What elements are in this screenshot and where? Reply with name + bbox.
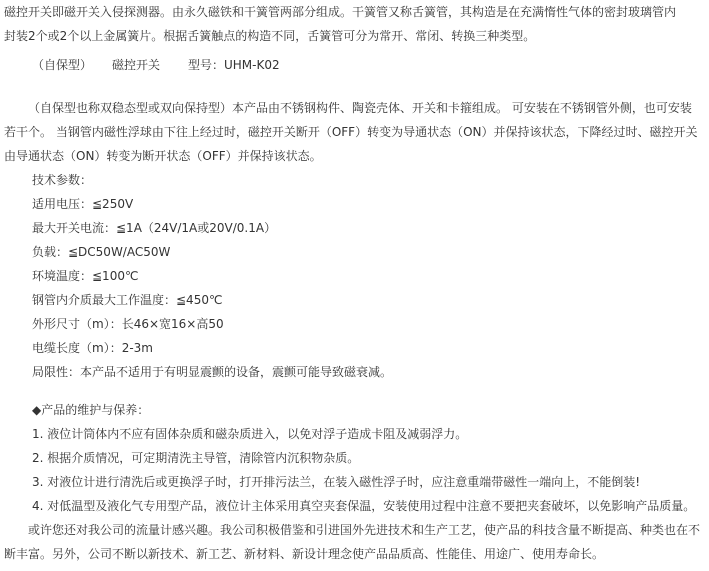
maintenance-item: 1. 液位计筒体内不应有固体杂质和磁杂质进入，以免对浮子造成卡阻及减弱浮力。 (32, 427, 468, 441)
maintenance-item: 3. 对液位计进行清洗后或更换浮子时，打开排污法兰，在装入磁性浮子时，应注意重端带磁性一端向上，不能倒装! (32, 475, 641, 489)
maintenance-item: 2. 根据介质情况，可定期清洗主导管，清除管内沉积物杂质。 (32, 451, 360, 465)
closing-line-2: 断丰富。另外，公司不断以新技术、新工艺、新材料、新设计理念使产品品质高、性能佳、用途广、使用寿命长。 (4, 547, 605, 561)
product-name: 磁控开关 (112, 58, 161, 72)
spec-item: 负载：≦DC50W/AC50W (32, 245, 171, 259)
description-line-2: 若干个。 当钢管内磁性浮球由下往上经过时，磁控开关断开（OFF）转变为导通状态（ON）并保持该状态，下降经过时、磁控开关 (4, 125, 698, 139)
product-model: 型号：UHM-K02 (188, 58, 280, 72)
spec-item: 钢管内介质最大工作温度：≦450℃ (32, 293, 223, 307)
spec-item: 最大开关电流：≦1A（24V/1A或20V/0.1A） (32, 221, 277, 235)
intro-line-1: 磁控开关即磁开关入侵探测器。由永久磁铁和干簧管两部分组成。干簧管又称舌簧管，其构造是在充满惰性气体的密封玻璃管内 (4, 5, 677, 19)
specs-heading: 技术参数： (32, 173, 93, 187)
maintenance-heading: ◆产品的维护与保养： (32, 403, 150, 417)
product-title-row (4, 48, 704, 82)
spec-item: 电缆长度（m）：2-3m (32, 341, 153, 355)
maintenance-item: 4. 对低温型及液化气专用型产品，液位计主体采用真空夹套保温，安装使用过程中注意不要把夹套破坏，以免影响产品质量。 (32, 499, 696, 513)
spec-item: 适用电压：≦250V (32, 197, 134, 211)
spec-item: 外形尺寸（m）：长46×宽16×高50 (32, 317, 224, 331)
product-type: （自保型） (32, 58, 93, 72)
document (4, 0, 704, 566)
spec-item: 局限性：本产品不适用于有明显震颤的设备，震颤可能导致磁衰减。 (32, 365, 393, 379)
description-line-3: 由导通状态（ON）转变为断开状态（OFF）并保持该状态。 (4, 149, 322, 163)
description-line-1: （自保型也称双稳态型或双向保持型）本产品由不锈钢构件、陶瓷壳体、开关和卡箍组成。 可安装在不锈钢管外侧，也可安装 (28, 101, 692, 115)
closing-line-1: 或许您还对我公司的流量计感兴趣。我公司积极借鉴和引进国外先进技术和生产工艺，使产品的科技含量不断提高、种类也在不 (28, 523, 701, 537)
spec-item: 环境温度：≦100℃ (32, 269, 139, 283)
intro-line-2: 封装2个或2个以上金属簧片。根据舌簧触点的构造不同，舌簧管可分为常开、常闭、转换三种类型。 (4, 29, 536, 43)
